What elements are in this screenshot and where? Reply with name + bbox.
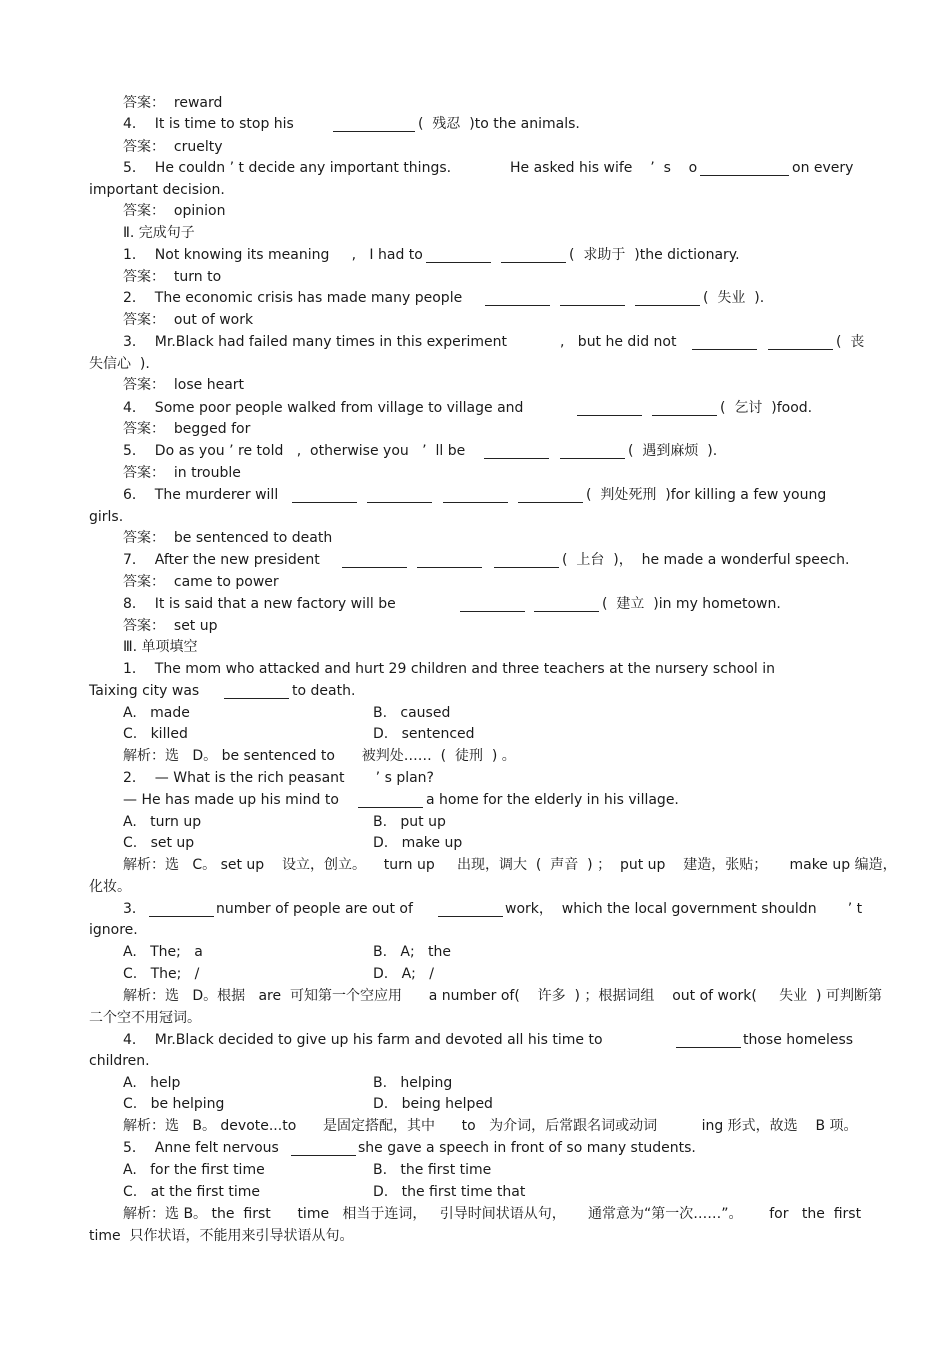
answer-blank[interactable] xyxy=(224,684,289,699)
option-b[interactable]: B. caused xyxy=(373,705,451,721)
answer-blank[interactable] xyxy=(577,401,642,416)
answer-blank[interactable] xyxy=(700,161,789,176)
explanation-line: 二个空不用冠词。 xyxy=(89,1010,201,1026)
answer-line: 答案： opinion xyxy=(123,203,226,219)
section-heading: Ⅱ. 完成句子 xyxy=(123,225,195,241)
question-text: ( 判处死刑 )for killing a few young xyxy=(586,487,827,503)
question-text: 2． — What is the rich peasant ’ s plan? xyxy=(123,770,434,786)
question-text: Taixing city was xyxy=(89,683,200,699)
answer-blank[interactable] xyxy=(485,291,550,306)
option-c[interactable]: C. at the first time xyxy=(123,1184,260,1200)
answer-blank[interactable] xyxy=(534,597,599,612)
question-text: 3． xyxy=(123,901,146,917)
answer-blank[interactable] xyxy=(518,488,583,503)
option-d[interactable]: D. being helped xyxy=(373,1096,493,1112)
question-text: 1． The mom who attacked and hurt 29 children and three teachers at the nursery school in xyxy=(123,661,776,677)
explanation-line: 化妆。 xyxy=(89,879,131,895)
question-text: children. xyxy=(89,1053,150,1069)
question-text: 4． Some poor people walked from village to village and xyxy=(123,400,524,416)
question-text: ( 上台 )， he made a wonderful speech. xyxy=(562,552,850,568)
question-text: ignore. xyxy=(89,922,138,938)
option-c[interactable]: C. killed xyxy=(123,726,188,742)
option-b[interactable]: B. the first time xyxy=(373,1162,492,1178)
answer-blank[interactable] xyxy=(438,902,503,917)
question-text: 8． It is said that a new factory will be xyxy=(123,596,396,612)
answer-blank[interactable] xyxy=(426,248,491,263)
question-text: ( 乞讨 )food. xyxy=(720,400,813,416)
answer-line: 答案： in trouble xyxy=(123,465,241,481)
question-text: important decision. xyxy=(89,182,225,198)
answer-blank[interactable] xyxy=(460,597,525,612)
question-text: a home for the elderly in his village. xyxy=(426,792,679,808)
option-d[interactable]: D. make up xyxy=(373,835,463,851)
question-text: girls. xyxy=(89,509,124,525)
option-c[interactable]: C. set up xyxy=(123,835,195,851)
answer-blank[interactable] xyxy=(149,902,214,917)
answer-blank[interactable] xyxy=(358,793,423,808)
explanation-line: 解析：选 D。 be sentenced to 被判处…… ( 徒刑 ) 。 xyxy=(123,748,516,764)
question-text: 5． Do as you ’ re told , otherwise you ’ ll be xyxy=(123,443,466,459)
question-text: ( 遇到麻烦 ). xyxy=(628,443,718,459)
answer-line: 答案： came to power xyxy=(123,574,279,590)
question-text: 5． He couldn ’ t decide any important things. xyxy=(123,160,452,176)
answer-blank[interactable] xyxy=(501,248,566,263)
question-text: 6． The murderer will xyxy=(123,487,279,503)
answer-line: 答案： out of work xyxy=(123,312,254,328)
answer-line: 答案： lose heart xyxy=(123,377,245,393)
question-text: 4． Mr.Black decided to give up his farm and devoted all his time to xyxy=(123,1032,603,1048)
answer-blank[interactable] xyxy=(560,444,625,459)
question-text: she gave a speech in front of so many students. xyxy=(358,1140,696,1156)
answer-blank[interactable] xyxy=(652,401,717,416)
question-text: ( 失业 ). xyxy=(703,290,765,306)
question-text: on every xyxy=(792,160,854,176)
option-a[interactable]: A. made xyxy=(123,705,190,721)
answer-blank[interactable] xyxy=(417,553,482,568)
question-text: 3． Mr.Black had failed many times in this experiment xyxy=(123,334,507,350)
question-text: number of people are out of xyxy=(216,901,413,917)
answer-line: 答案： turn to xyxy=(123,269,222,285)
answer-blank[interactable] xyxy=(367,488,432,503)
option-b[interactable]: B. put up xyxy=(373,814,446,830)
answer-blank[interactable] xyxy=(342,553,407,568)
answer-blank[interactable] xyxy=(692,335,757,350)
answer-blank[interactable] xyxy=(494,553,559,568)
explanation-line: time 只作状语，不能用来引导状语从句。 xyxy=(89,1228,354,1244)
question-text: ( 求助于 )the dictionary. xyxy=(569,247,740,263)
option-d[interactable]: D. A; / xyxy=(373,966,434,982)
question-text: 2． The economic crisis has made many people xyxy=(123,290,463,306)
answer-blank[interactable] xyxy=(484,444,549,459)
option-a[interactable]: A. turn up xyxy=(123,814,202,830)
option-c[interactable]: C. The; / xyxy=(123,966,200,982)
question-text: ( 残忍 )to the animals. xyxy=(418,116,580,132)
question-text: — He has made up his mind to xyxy=(123,792,339,808)
option-d[interactable]: D. sentenced xyxy=(373,726,475,742)
question-text: work， which the local government shouldn ’ t xyxy=(505,901,863,917)
answer-blank[interactable] xyxy=(291,1141,356,1156)
explanation-line: 解析：选 C。 set up 设立，创立。 turn up 出现，调大 ( 声音 ) ； put up 建造，张贴； make up 编造， xyxy=(123,857,897,873)
question-text: 5． Anne felt nervous xyxy=(123,1140,279,1156)
question-text: 4． It is time to stop his xyxy=(123,116,294,132)
question-text: those homeless xyxy=(743,1032,854,1048)
question-text: 失信心 ). xyxy=(89,356,150,372)
section-heading: Ⅲ. 单项填空 xyxy=(123,639,198,655)
answer-line: 答案： reward xyxy=(123,95,223,111)
option-c[interactable]: C. be helping xyxy=(123,1096,225,1112)
option-a[interactable]: A. for the first time xyxy=(123,1162,265,1178)
answer-line: 答案： set up xyxy=(123,618,218,634)
answer-blank[interactable] xyxy=(333,117,415,132)
question-text: 7． After the new president xyxy=(123,552,320,568)
answer-blank[interactable] xyxy=(560,291,625,306)
option-d[interactable]: D. the first time that xyxy=(373,1184,526,1200)
answer-line: 答案： be sentenced to death xyxy=(123,530,333,546)
answer-blank[interactable] xyxy=(635,291,700,306)
explanation-line: 解析：选 B。 the first time 相当于连词， 引导时间状语从句， 通常意为“第一次……”。 for the first xyxy=(123,1206,862,1222)
option-b[interactable]: B. A; the xyxy=(373,944,452,960)
option-a[interactable]: A. help xyxy=(123,1075,181,1091)
explanation-line: 解析：选 B。 devote...to 是固定搭配，其中 to 为介词，后常跟名词或动词 ing 形式，故选 B 项。 xyxy=(123,1118,858,1134)
question-text: ( 丧 xyxy=(836,334,865,350)
question-text: He asked his wife ’ s o xyxy=(510,160,698,176)
explanation-line: 解析：选 D。根据 are 可知第一个空应用 a number of( 许多 ) ；根据词组 out of work( 失业 ) 可判断第 xyxy=(123,988,882,1004)
answer-line: 答案： cruelty xyxy=(123,139,223,155)
option-b[interactable]: B. helping xyxy=(373,1075,453,1091)
question-text: ( 建立 )in my hometown. xyxy=(602,596,781,612)
answer-blank[interactable] xyxy=(676,1033,741,1048)
option-a[interactable]: A. The; a xyxy=(123,944,203,960)
answer-blank[interactable] xyxy=(443,488,508,503)
answer-line: 答案： begged for xyxy=(123,421,251,437)
question-text: to death. xyxy=(292,683,356,699)
question-text: , but he did not xyxy=(560,334,677,350)
question-text: 1． Not knowing its meaning , I had to xyxy=(123,247,423,263)
answer-blank[interactable] xyxy=(292,488,357,503)
answer-blank[interactable] xyxy=(768,335,833,350)
